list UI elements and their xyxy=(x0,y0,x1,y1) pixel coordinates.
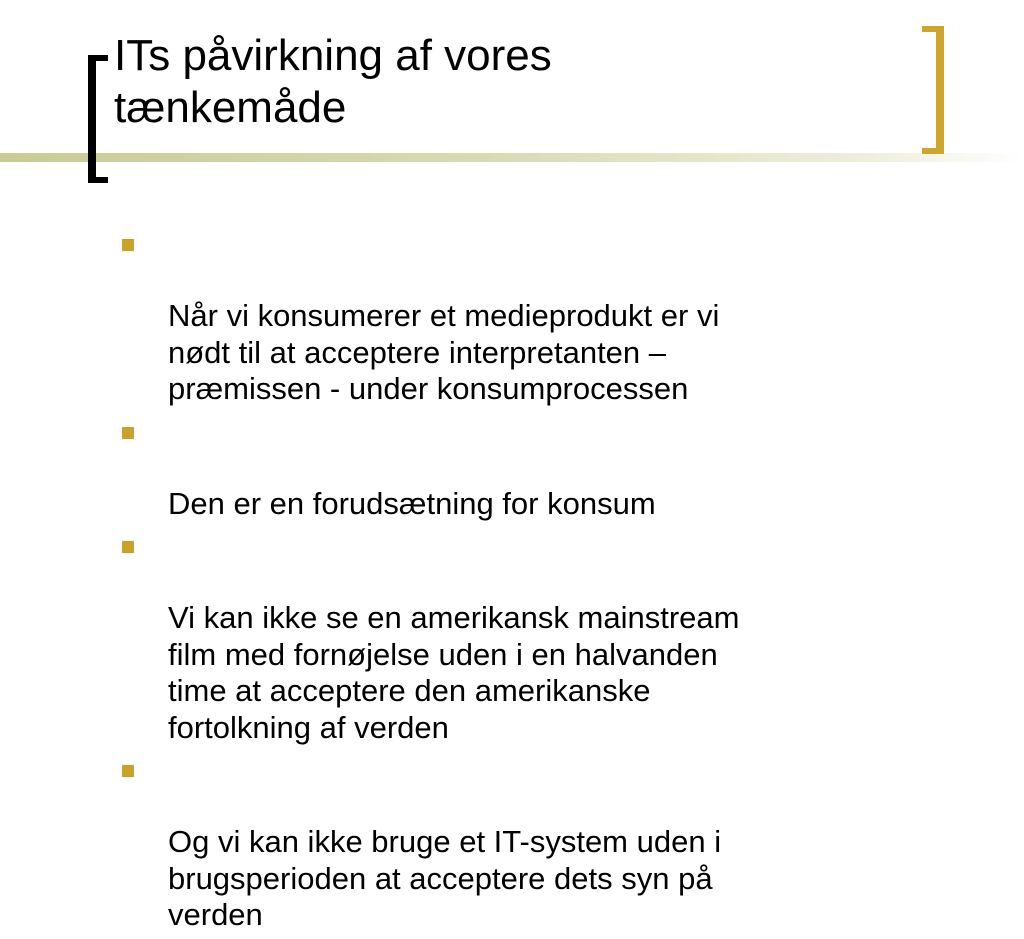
slide-title: ITs påvirkning af vores tænkemåde xyxy=(114,31,552,132)
bullet-text: Og vi kan ikke bruge et IT-system uden i brugsperioden at acceptere dets syn på verden xyxy=(168,824,722,932)
bullet-text: Vi kan ikke se en amerikansk mainstream film med fornøjelse uden i en halvanden time at acceptere den amerikanske fortolkning af verden xyxy=(168,600,740,745)
bullet-list xyxy=(118,225,918,939)
bullet-text: Den er en forudsætning for konsum xyxy=(168,485,656,521)
square-bullet-icon xyxy=(122,765,134,777)
square-bullet-icon xyxy=(122,541,134,553)
bullet-item xyxy=(118,413,918,523)
square-bullet-icon xyxy=(122,239,134,251)
left-bracket-decoration xyxy=(88,55,108,183)
bullet-item xyxy=(118,751,918,934)
bullet-item xyxy=(118,225,918,408)
bullet-text: Når vi konsumerer et medieprodukt er vi nødt til at acceptere interpretanten – præmissen - under konsumprocessen xyxy=(168,298,720,406)
right-bracket-decoration xyxy=(922,26,944,154)
square-bullet-icon xyxy=(122,427,134,439)
bullet-item xyxy=(118,527,918,746)
header-rule xyxy=(0,153,1024,162)
